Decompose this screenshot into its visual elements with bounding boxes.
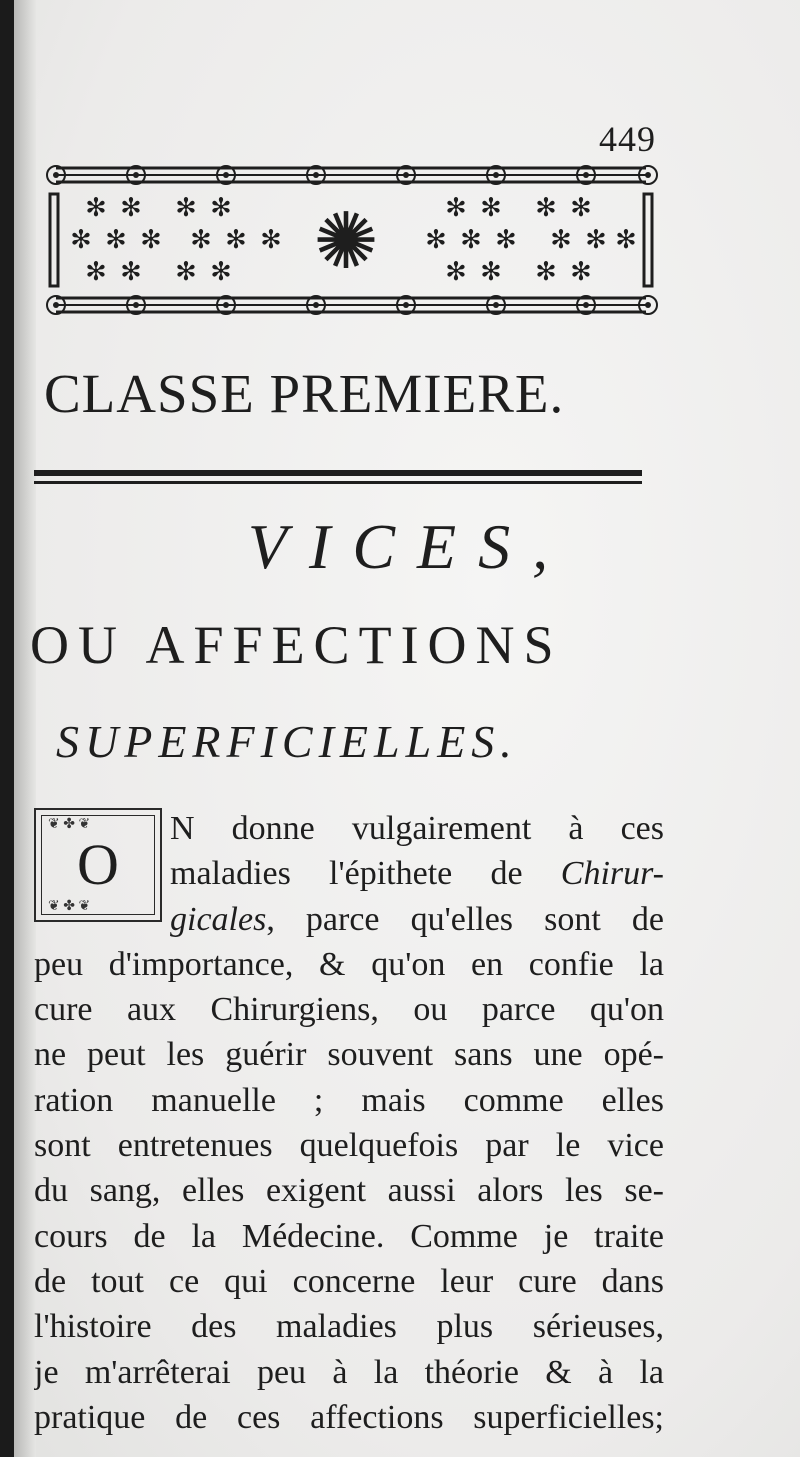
star-ornament-icon: ✻ bbox=[120, 193, 142, 223]
star-ornament-icon: ✻ bbox=[615, 225, 637, 255]
rosette-center bbox=[133, 172, 139, 178]
text-line bbox=[34, 1350, 664, 1395]
star-ornament-icon: ✻ bbox=[85, 193, 107, 223]
title-superficielles: SUPERFICIELLES. bbox=[56, 716, 518, 767]
star-ornament-icon: ✻ bbox=[535, 257, 557, 287]
rosette-center bbox=[645, 172, 651, 178]
drop-cap-ornament-icon: ❦ ✤ ❦ bbox=[48, 899, 91, 914]
text-line bbox=[34, 1123, 664, 1168]
star-ornament-icon: ✻ bbox=[425, 225, 447, 255]
star-ornament-icon: ✻ bbox=[210, 193, 232, 223]
book-page bbox=[14, 0, 800, 1457]
star-ornament-icon: ✻ bbox=[225, 225, 247, 255]
italic-text: gicales bbox=[170, 900, 267, 938]
text-run: N donne vulgairement à ces bbox=[170, 810, 664, 847]
rosette-center bbox=[313, 172, 319, 178]
text-line bbox=[34, 942, 664, 987]
text-run: cours de la Médecine. Comme je traite bbox=[34, 1217, 664, 1255]
text-run: du sang, elles exigent aussi alors les se- bbox=[34, 1172, 664, 1210]
title-vices: VICES, bbox=[247, 511, 571, 582]
text-run: je m'arrêterai peu à la théorie & à la bbox=[34, 1353, 664, 1391]
rosette-center bbox=[223, 302, 229, 308]
rosette-center bbox=[403, 302, 409, 308]
rosette-center bbox=[583, 302, 589, 308]
star-ornament-icon: ✻ bbox=[495, 225, 517, 255]
text-run: sont entretenues quelquefois par le vice bbox=[34, 1127, 664, 1165]
text-line bbox=[170, 851, 664, 896]
page-gutter-shadow bbox=[14, 0, 36, 1457]
star-ornament-icon: ✻ bbox=[120, 257, 142, 287]
star-ornament-icon: ✻ bbox=[85, 257, 107, 287]
drop-cap-ornament-icon: ❦ ✤ ❦ bbox=[48, 817, 91, 832]
star-ornament-icon: ✻ bbox=[190, 225, 212, 255]
text-line bbox=[34, 1032, 664, 1077]
star-ornament-icon: ✻ bbox=[175, 257, 197, 287]
central-sunburst-icon: ✺ bbox=[313, 197, 379, 287]
star-ornament-icon: ✻ bbox=[445, 193, 467, 223]
rosette-center bbox=[645, 302, 651, 308]
star-ornament-icon: ✻ bbox=[460, 225, 482, 255]
text-run: peu d'importance, & qu'on en confie la bbox=[34, 945, 664, 983]
rosette-center bbox=[53, 302, 59, 308]
star-ornament-icon: ✻ bbox=[260, 225, 282, 255]
star-ornament-icon: ✻ bbox=[535, 193, 557, 223]
heading-rule-thin bbox=[34, 481, 642, 484]
star-ornament-icon: ✻ bbox=[480, 257, 502, 287]
text-run: ration manuelle ; mais comme elles bbox=[34, 1081, 664, 1119]
star-ornament-icon: ✻ bbox=[210, 257, 232, 287]
rosette-center bbox=[313, 302, 319, 308]
text-line bbox=[170, 806, 664, 851]
star-ornament-icon: ✻ bbox=[105, 225, 127, 255]
text-line bbox=[34, 1395, 664, 1440]
star-ornament-icon: ✻ bbox=[570, 193, 592, 223]
rosette-center bbox=[133, 302, 139, 308]
text-run: l'histoire des maladies plus sérieuses, bbox=[34, 1308, 664, 1346]
rosette-center bbox=[583, 172, 589, 178]
star-ornament-icon: ✻ bbox=[445, 257, 467, 287]
paragraph-text bbox=[34, 806, 664, 1440]
heading-rule-thick bbox=[34, 470, 642, 476]
text-line bbox=[34, 1304, 664, 1349]
rosette-center bbox=[493, 172, 499, 178]
text-run: de tout ce qui concerne leur cure dans bbox=[34, 1262, 664, 1300]
rosette-center bbox=[493, 302, 499, 308]
text-run: pratique de ces affections superficielles; bbox=[34, 1398, 664, 1436]
title-affections: OU AFFECTIONS bbox=[30, 615, 563, 675]
text-run: cure aux Chirurgiens, ou parce qu'on bbox=[34, 991, 664, 1029]
text-line bbox=[34, 1168, 664, 1213]
rosette-center bbox=[403, 172, 409, 178]
star-ornament-icon: ✻ bbox=[570, 257, 592, 287]
decorative-headpiece bbox=[36, 160, 666, 330]
star-ornament-icon: ✻ bbox=[140, 225, 162, 255]
class-heading: CLASSE PREMIERE. bbox=[44, 363, 565, 424]
rosette-center bbox=[53, 172, 59, 178]
text-run: ne peut les guérir souvent sans une opé- bbox=[34, 1036, 664, 1074]
star-ornament-icon: ✻ bbox=[585, 225, 607, 255]
text-line bbox=[170, 897, 664, 942]
text-line bbox=[34, 987, 664, 1032]
star-ornament-icon: ✻ bbox=[550, 225, 572, 255]
drop-cap-letter: O bbox=[77, 832, 119, 897]
star-ornament-icon: ✻ bbox=[175, 193, 197, 223]
italic-text: Chirur- bbox=[560, 855, 664, 893]
star-ornament-icon: ✻ bbox=[70, 225, 92, 255]
text-line bbox=[34, 1214, 664, 1259]
page-number: 449 bbox=[599, 119, 656, 159]
text-line bbox=[34, 1259, 664, 1304]
rosette-center bbox=[223, 172, 229, 178]
text-run: , parce qu'elles sont de bbox=[266, 900, 664, 938]
text-run: maladies l'épithete de bbox=[170, 855, 561, 893]
star-ornament-icon: ✻ bbox=[480, 193, 502, 223]
text-line bbox=[34, 1078, 664, 1123]
